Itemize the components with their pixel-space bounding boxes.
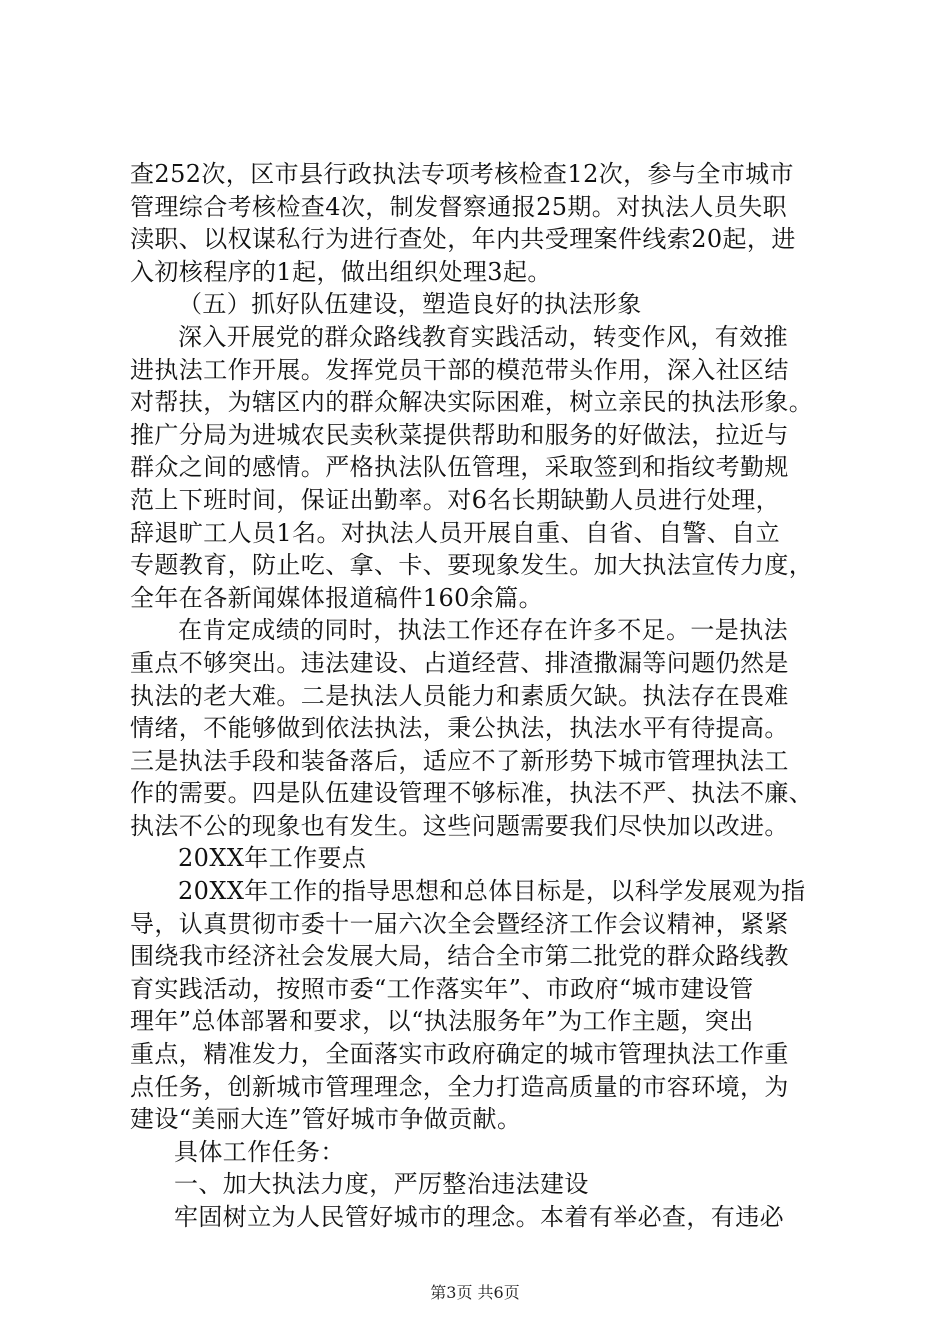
text-line: 建设“美丽大连”管好城市争做贡献。 (130, 1105, 522, 1134)
text-line: 全年在各新闻媒体报道稿件160余篇。 (130, 583, 544, 612)
paragraph-start-line: 20XX年工作的指导思想和总体目标是，以科学发展观为指 (178, 877, 806, 906)
text-line: 群众之间的感情。严格执法队伍管理，采取签到和指纹考勤规 (130, 453, 789, 482)
text-line: 查252次，区市县行政执法专项考核检查12次，参与全市城市 (130, 160, 794, 188)
text-line: 重点不够突出。违法建设、占道经营、排渣撒漏等问题仍然是 (130, 648, 789, 677)
text-line: 管理综合考核检查4次，制发督察通报25期。对执法人员失职 (130, 192, 788, 221)
text-line: 育实践活动，按照市委“工作落实年”、市政府“城市建设管 (130, 974, 754, 1003)
paragraph-start-line: 牢固树立为人民管好城市的理念。本着有举必查，有违必 (174, 1203, 784, 1231)
text-line: 作的需要。四是队伍建设管理不够标准，执法不严、执法不廉、 (130, 779, 814, 808)
text-line: 范上下班时间，保证出勤率。对6名长期缺勤人员进行处理， (130, 485, 781, 514)
text-line: 点任务，创新城市管理理念，全力打造高质量的市容环境，为 (130, 1072, 789, 1101)
text-line: 重点，精准发力，全面落实市政府确定的城市管理执法工作重 (130, 1040, 789, 1069)
section-heading: 一、加大执法力度，严厉整治违法建设 (174, 1170, 589, 1199)
text-line: 进执法工作开展。发挥党员干部的模范带头作用，深入社区结 (130, 355, 789, 384)
section-heading: （五）抓好队伍建设，塑造良好的执法形象 (178, 290, 642, 319)
text-line: 理年”总体部署和要求，以“执法服务年”为工作主题，突出 (130, 1007, 754, 1036)
text-line: 三是执法手段和装备落后，适应不了新形势下城市管理执法工 (130, 746, 789, 775)
section-heading: 20XX年工作要点 (178, 844, 367, 873)
text-line: 辞退旷工人员1名。对执法人员开展自重、自省、自警、自立 (130, 518, 781, 547)
text-line: 导，认真贯彻市委十一届六次全会暨经济工作会议精神，紧紧 (130, 909, 789, 938)
text-line: 渎职、以权谋私行为进行查处，年内共受理案件线索20起，进 (130, 225, 796, 254)
section-heading: 具体工作任务： (174, 1137, 345, 1166)
text-line: 执法不公的现象也有发生。这些问题需要我们尽快加以改进。 (130, 811, 789, 840)
text-line: 执法的老大难。二是执法人员能力和素质欠缺。执法存在畏难 (130, 681, 789, 710)
text-line: 对帮扶，为辖区内的群众解决实际困难，树立亲民的执法形象。 (130, 388, 814, 417)
text-line: 围绕我市经济社会发展大局，结合全市第二批党的群众路线教 (130, 942, 789, 971)
paragraph-start-line: 深入开展党的群众路线教育实践活动，转变作风，有效推 (178, 322, 788, 351)
text-line: 专题教育，防止吃、拿、卡、要现象发生。加大执法宣传力度， (130, 551, 814, 580)
document-body (130, 158, 830, 1234)
text-line: 入初核程序的1起，做出组织处理3起。 (130, 257, 552, 286)
paragraph-start-line: 在肯定成绩的同时，执法工作还存在许多不足。一是执法 (178, 616, 788, 645)
page-footer: 第3页 共6页 (430, 1283, 520, 1302)
text-line: 情绪，不能够做到依法执法，秉公执法，执法水平有待提高。 (130, 714, 789, 743)
text-line: 推广分局为进城农民卖秋菜提供帮助和服务的好做法，拉近与 (130, 420, 789, 449)
